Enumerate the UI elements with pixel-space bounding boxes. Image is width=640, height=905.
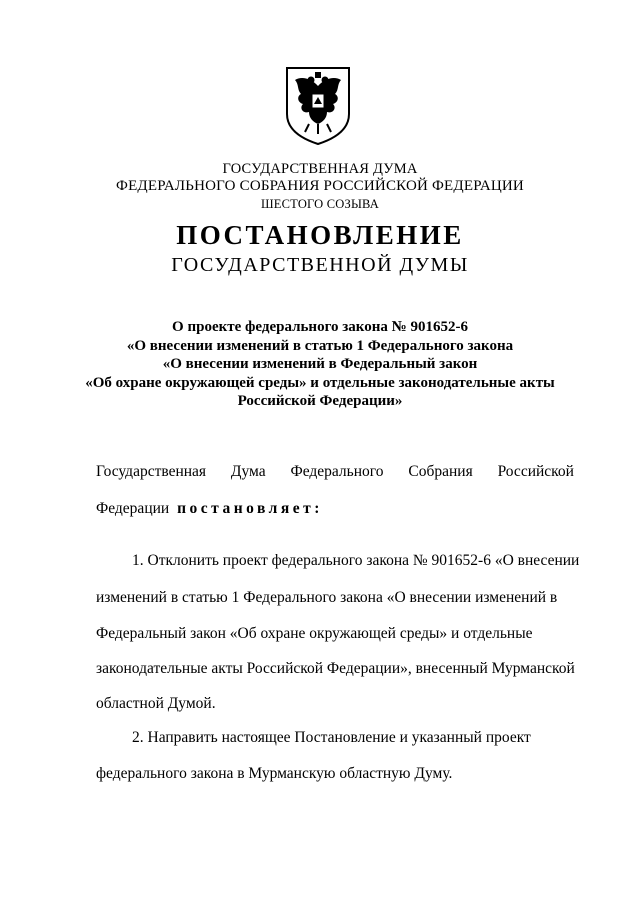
item-1-line: законодательные акты Российской Федерации», внесенный Мурманской xyxy=(96,660,575,677)
item-1-line xyxy=(132,550,580,572)
item-1-line: областной Думой. xyxy=(96,695,216,712)
preamble-word: Государственная xyxy=(96,463,207,480)
item-2-line: федерального закона в Мурманскую областную Думу. xyxy=(96,765,453,782)
preamble-word: Федерального xyxy=(290,463,384,480)
preamble-line-1 xyxy=(96,461,574,483)
header-line-convocation: ШЕСТОГО СОЗЫВА xyxy=(260,197,380,211)
preamble-resolves-emphasis: постановляет: xyxy=(177,500,323,517)
item-1-line: Федеральный закон «Об охране окружающей среды» и отдельные xyxy=(96,625,533,642)
subject-line: «О внесении изменений в статью 1 Федерального закона xyxy=(126,337,514,354)
document-type-title: ПОСТАНОВЛЕНИЕ xyxy=(176,220,464,250)
preamble-word: Собрания xyxy=(408,463,473,480)
preamble-word: Дума xyxy=(230,463,266,480)
preamble-line-2 xyxy=(96,498,574,520)
document-subject xyxy=(60,318,580,411)
subject-line: «О внесении изменений в Федеральный закон xyxy=(162,356,478,373)
subject-line: «Об охране окружающей среды» и отдельные законодательные акты xyxy=(85,374,555,391)
header-line-state-duma: ГОСУДАРСТВЕННАЯ ДУМА xyxy=(222,161,418,177)
item-1-line: изменений в статью 1 Федерального закона «О внесении изменений в xyxy=(96,589,558,606)
item-1-text: 1. Отклонить проект федерального закона № 901652-6 «О внесении xyxy=(132,552,580,569)
header-line-federal-assembly: ФЕДЕРАЛЬНОГО СОБРАНИЯ РОССИЙСКОЙ ФЕДЕРАЦИИ xyxy=(116,178,524,194)
preamble-word: Российской xyxy=(497,463,574,480)
subject-line: Российской Федерации» xyxy=(237,393,403,410)
subject-line: О проекте федерального закона № 901652-6 xyxy=(172,319,468,335)
coat-of-arms-emblem-icon xyxy=(283,64,353,146)
item-2-line: 2. Направить настоящее Постановление и указанный проект xyxy=(132,729,531,746)
document-author-subtitle: ГОСУДАРСТВЕННОЙ ДУМЫ xyxy=(171,254,469,276)
preamble-prefix: Федерации xyxy=(96,500,170,517)
